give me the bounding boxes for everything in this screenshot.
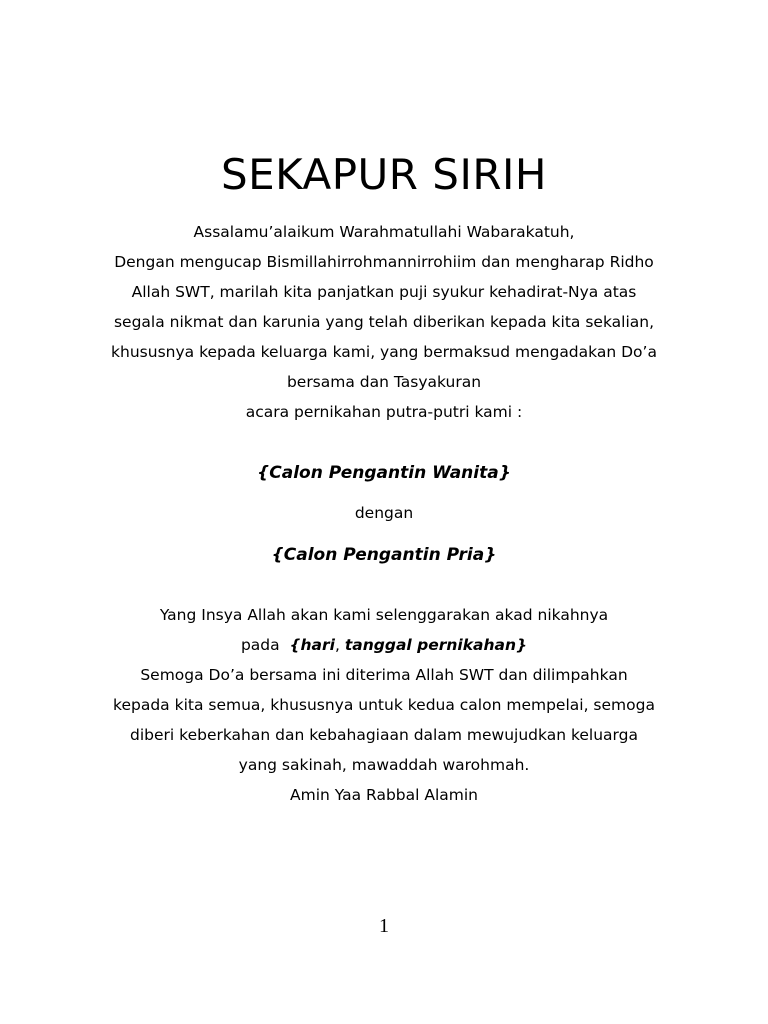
closing-paragraph (0, 600, 768, 810)
intro-paragraph (0, 217, 768, 427)
intro-line: segala nikmat dan karunia yang telah diberikan kepada kita sekalian, (113, 313, 655, 331)
date-line (0, 630, 768, 660)
groom-name-placeholder: {Calon Pengantin Pria} (271, 545, 497, 565)
event-line: Yang Insya Allah akan kami selenggarakan akad nikahnya (159, 606, 609, 624)
closing-line: yang sakinah, mawaddah warohmah. (238, 756, 530, 774)
bride-name-placeholder: {Calon Pengantin Wanita} (257, 463, 511, 483)
separator-text: dengan (354, 504, 414, 522)
intro-line: Dengan mengucap Bismillahirrohmannirrohiim dan mengharap Ridho (114, 253, 654, 271)
page-number: 1 (379, 915, 389, 937)
date-date-placeholder: tanggal pernikahan} (344, 636, 528, 654)
page-title: SEKAPUR SIRIH (220, 150, 548, 199)
intro-line: khususnya kepada keluarga kami, yang bermaksud mengadakan Do’a (111, 343, 657, 361)
closing-line: Amin Yaa Rabbal Alamin (290, 786, 478, 804)
closing-line: Semoga Do’a bersama ini diterima Allah SWT dan dilimpahkan (140, 666, 628, 684)
intro-line: acara pernikahan putra-putri kami : (245, 403, 523, 421)
intro-line: Assalamu’alaikum Warahmatullahi Wabarakatuh, (193, 223, 575, 241)
intro-line: Allah SWT, marilah kita panjatkan puji syukur kehadirat-Nya atas (131, 283, 637, 301)
intro-line: bersama dan Tasyakuran (286, 373, 482, 391)
closing-line: kepada kita semua, khususnya untuk kedua calon mempelai, semoga (113, 696, 655, 714)
date-comma: , (334, 636, 340, 654)
date-prefix: pada (240, 636, 280, 654)
closing-line: diberi keberkahan dan kebahagiaan dalam mewujudkan keluarga (130, 726, 638, 744)
date-day-placeholder: {hari (289, 636, 335, 654)
